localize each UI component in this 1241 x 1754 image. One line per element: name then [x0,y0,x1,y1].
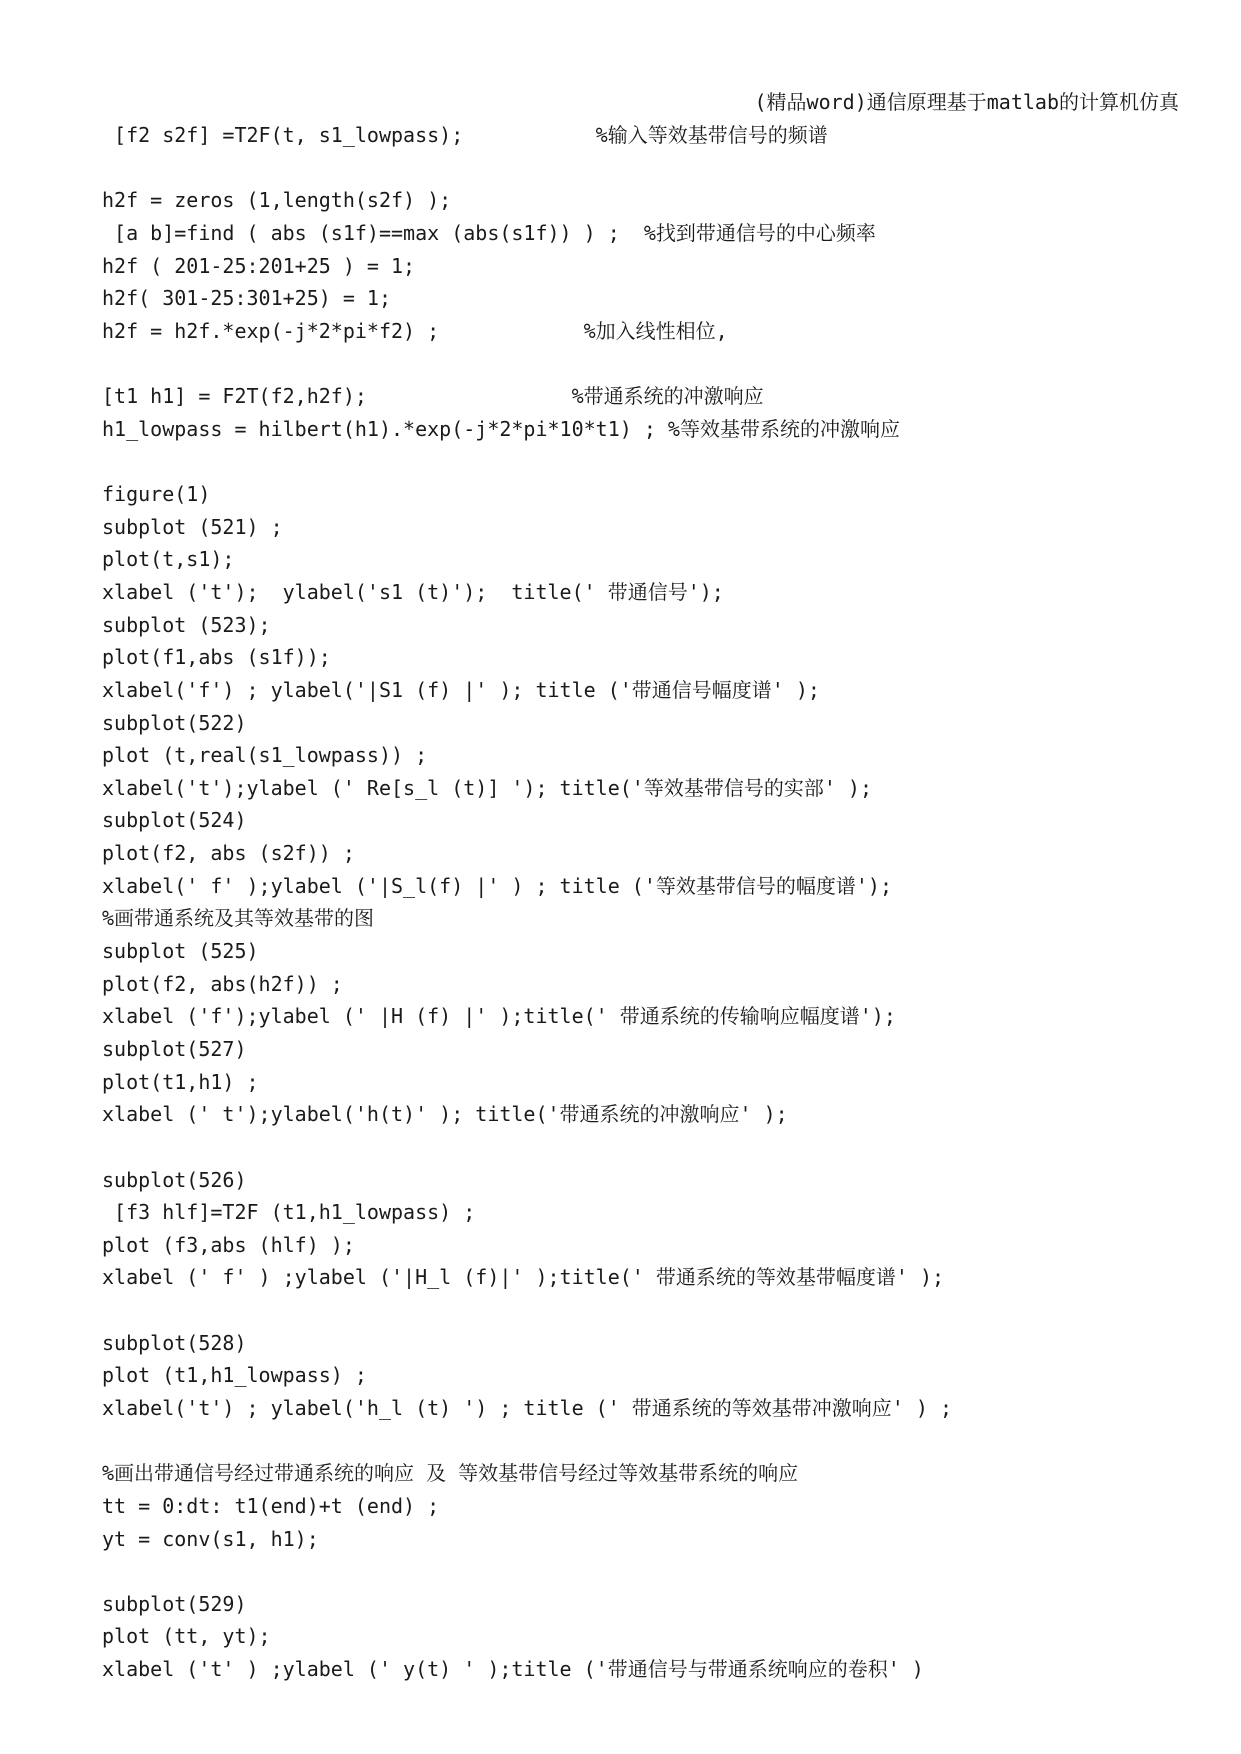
code-line: figure(1) [102,482,211,507]
code-line: h2f = zeros (1,length(s2f) ); [102,188,452,213]
code-line: subplot (521) ; [102,514,283,539]
blank-line [102,1555,1202,1588]
code-line: h2f = h2f.*exp(-j*2*pi*f2) ; %加入线性相位, [102,318,728,343]
code-line: [f3 hlf]=T2F (t1,h1_lowpass) ; [102,1200,476,1225]
code-line: xlabel('f') ; ylabel('|S1 (f) |' ); title ('带通信号幅度谱' ); [102,677,820,702]
code-line: subplot(524) [102,808,247,833]
code-line: subplot (525) [102,939,259,964]
code-line: xlabel('t');ylabel (' Re[s_l (t)] '); title('等效基带信号的实部' ); [102,775,873,800]
code-line: plot (tt, yt); [102,1624,271,1649]
code-line: xlabel (' t');ylabel('h(t)' ); title('带通系统的冲激响应' ); [102,1102,788,1127]
code-line: plot (t,real(s1_lowpass)) ; [102,743,428,768]
code-line: plot (f3,abs (hlf) ); [102,1232,355,1257]
code-line: subplot(526) [102,1167,247,1192]
code-line: plot(f1,abs (s1f)); [102,645,331,670]
code-line: subplot(528) [102,1330,247,1355]
code-line: plot(t1,h1) ; [102,1069,259,1094]
blank-line [102,445,1202,478]
code-line: xlabel (' f' ) ;ylabel ('|H_l (f)|' );title(' 带通系统的等效基带幅度谱' ); [102,1265,945,1290]
code-line: xlabel ('t' ) ;ylabel (' y(t) ' );title ('带通信号与带通系统响应的卷积' ) [102,1657,924,1682]
code-line: plot(f2, abs (s2f)) ; [102,841,355,866]
code-line: [a b]=find ( abs (s1f)==max (abs(s1f)) ) ; %找到带通信号的中心频率 [102,220,876,245]
code-line: plot (t1,h1_lowpass) ; [102,1363,367,1388]
code-line: h2f( 301-25:301+25) = 1; [102,286,391,311]
code-line: subplot (523); [102,612,271,637]
code-line: [f2 s2f] =T2F(t, s1_lowpass); %输入等效基带信号的频谱 [102,123,828,147]
code-line: xlabel ('f');ylabel (' |H (f) |' );title(' 带通系统的传输响应幅度谱'); [102,1004,896,1029]
code-line: xlabel('t') ; ylabel('h_l (t) ') ; title (' 带通系统的等效基带冲激响应' ) ; [102,1395,953,1420]
code-line: xlabel(' f' );ylabel ('|S_l(f) |' ) ; title ('等效基带信号的幅度谱'); [102,873,893,898]
code-line: plot(t,s1); [102,547,235,572]
code-line: plot(f2, abs(h2f)) ; [102,971,343,996]
blank-line [102,1131,1202,1164]
code-line: subplot(529) [102,1591,247,1616]
code-line: tt = 0:dt: t1(end)+t (end) ; [102,1493,440,1518]
blank-line [102,1294,1202,1327]
code-block [102,119,1202,1686]
code-line: yt = conv(s1, h1); [102,1526,319,1551]
code-line: h2f ( 201-25:201+25 ) = 1; [102,253,416,278]
code-line: %画出带通信号经过带通系统的响应 及 等效基带信号经过等效基带系统的响应 [102,1461,799,1486]
blank-line [102,152,1202,185]
code-line: subplot(522) [102,710,247,735]
code-line: subplot(527) [102,1036,247,1061]
page-header: (精品word)通信原理基于matlab的计算机仿真 [754,90,1179,114]
code-line: xlabel ('t'); ylabel('s1 (t)'); title(' 带通信号'); [102,579,724,604]
blank-line [102,1425,1202,1458]
code-line: [t1 h1] = F2T(f2,h2f); %带通系统的冲激响应 [102,384,764,409]
blank-line [102,347,1202,380]
code-line: %画带通系统及其等效基带的图 [102,906,375,931]
code-line: h1_lowpass = hilbert(h1).*exp(-j*2*pi*10*t1) ; %等效基带系统的冲激响应 [102,416,900,441]
